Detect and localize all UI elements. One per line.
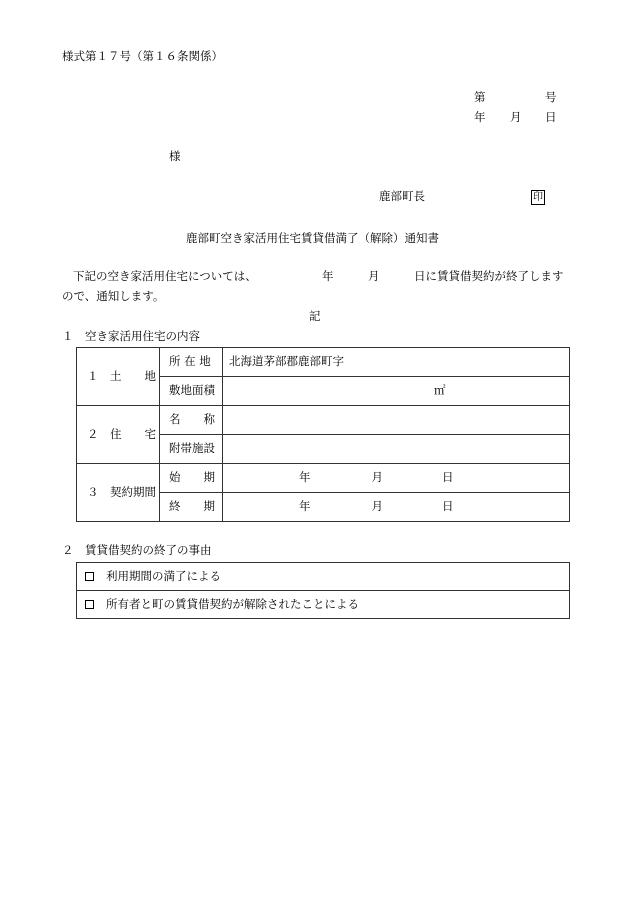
seal-mark: 印 — [533, 192, 543, 203]
start-period-date — [223, 464, 570, 493]
start-year: 年 — [299, 470, 311, 485]
land-area-unit: ㎡ — [223, 377, 570, 406]
start-month: 月 — [371, 470, 383, 485]
doc-number-suffix: 号 — [545, 90, 557, 104]
house-name-value — [223, 406, 570, 435]
termination-reason-table — [76, 562, 570, 619]
section1-heading: １ 空き家活用住宅の内容 — [62, 329, 200, 343]
issuer-title: 鹿部町長 — [379, 189, 425, 203]
body-month-label: 月 — [368, 269, 380, 283]
section2-heading: ２ 賃貸借契約の終了の事由 — [62, 543, 212, 557]
end-period-date — [223, 493, 570, 522]
facilities-value — [223, 435, 570, 464]
doc-date-year: 年 — [474, 110, 486, 124]
checkbox-icon[interactable] — [85, 572, 94, 581]
body-year-label: 年 — [322, 269, 334, 283]
start-period-label: 始 期 — [160, 464, 223, 493]
body-text-part2: 日に賃貸借契約が終了します — [414, 269, 564, 283]
checkbox-icon[interactable] — [85, 600, 94, 609]
body-text-line2: ので、通知します。 — [62, 289, 165, 303]
doc-date-month: 月 — [510, 110, 522, 124]
period-category-cell: ３ 契約期間 — [77, 464, 160, 522]
land-area-label: 敷地面積 — [160, 377, 223, 406]
form-number: 様式第１７号（第１６条関係） — [62, 49, 223, 63]
location-value: 北海道茅部郡鹿部町字 — [223, 348, 570, 377]
land-category-cell: １ 土 地 — [77, 348, 160, 406]
reason-label-expiry: 利用期間の満了による — [106, 568, 221, 583]
ki-marker: 記 — [309, 309, 321, 323]
end-day: 日 — [442, 499, 454, 514]
location-label: 所 在 地 — [160, 348, 223, 377]
doc-date-day: 日 — [545, 110, 557, 124]
housing-details-table — [76, 347, 570, 522]
facilities-label: 附帯施設 — [160, 435, 223, 464]
doc-number-prefix: 第 — [474, 90, 486, 104]
document-title: 鹿部町空き家活用住宅賃貸借満了（解除）通知書 — [186, 231, 439, 245]
end-year: 年 — [299, 499, 311, 514]
end-period-label: 終 期 — [160, 493, 223, 522]
start-day: 日 — [442, 470, 454, 485]
reason-option-expiry[interactable] — [77, 563, 570, 591]
house-name-label: 名 称 — [160, 406, 223, 435]
recipient-suffix: 様 — [169, 149, 181, 163]
house-category-cell: ２ 住 宅 — [77, 406, 160, 464]
body-text-part1: 下記の空き家活用住宅については、 — [73, 269, 257, 283]
end-month: 月 — [371, 499, 383, 514]
reason-option-cancellation[interactable] — [77, 591, 570, 619]
reason-label-cancellation: 所有者と町の賃貸借契約が解除されたことによる — [106, 596, 359, 611]
